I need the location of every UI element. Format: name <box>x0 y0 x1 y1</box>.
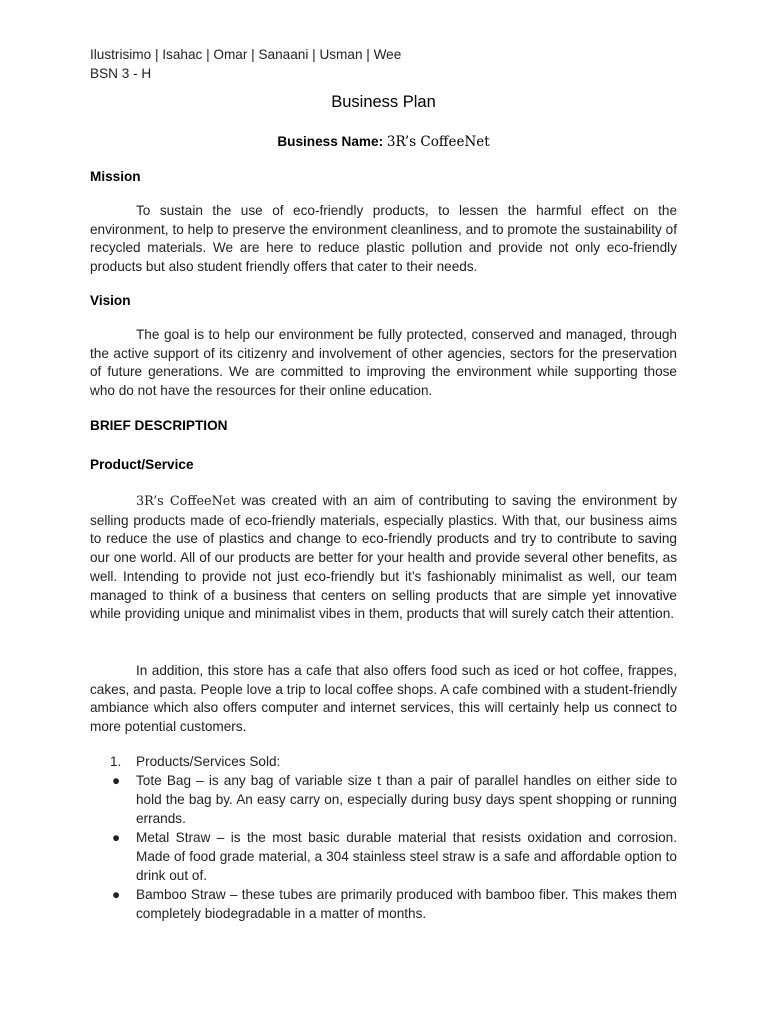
product-service-paragraph-1-text: was created with an aim of contributing to saving the environment by selling products made of eco-friendly materials, especially plastics. With that, our business aims to reduce the use of plastics and change to eco-friendly products and try to contribute to saving our one world. All of our products are better for your health and provide several other benefits, as well. Intending to provide not just eco-friendly but it’s fashionably minimalist as well, our team managed to think of a business that centers on selling products that are simple yet innovative while providing unique and minimalist vibes in them, products that will surely catch their attention. <box>90 493 677 622</box>
vision-text: The goal is to help our environment be fully protected, conserved and managed, through the active support of its citizenry and involvement of other agencies, sectors for the preservation of future generations. We are committed to improving the environment while supporting those who do not have the resources for their online education. <box>90 327 677 399</box>
product-service-paragraph-2: In addition, this store has a cafe that also offers food such as iced or hot coffee, frappes, cakes, and pasta. People love a trip to local coffee shops. A cafe combined with a student-friendly ambiance which also offers computer and internet services, this will certainly help us connect to more potential customers. <box>90 663 677 735</box>
mission-text: To sustain the use of eco-friendly products, to lessen the harmful effect on the environment, to help to preserve the environment cleanliness, and to promote the sustainability of recycled materials. We are here to reduce plastic pollution and provide not only eco-friendly products but also student friendly offers that cater to their needs. <box>90 203 677 275</box>
list-item-text: Tote Bag – is any bag of variable size t than a pair of parallel handles on either side to hold the bag by. An easy carry on, especially during busy days spent shopping or running errands. <box>136 773 677 826</box>
list-item-text: Products/Services Sold: <box>136 754 281 769</box>
vision-heading: Vision <box>90 293 131 308</box>
brief-description-heading: BRIEF DESCRIPTION <box>90 418 228 433</box>
section-line: BSN 3 - H <box>90 66 152 81</box>
list-number: 1. <box>110 754 122 769</box>
list-item <box>90 828 677 885</box>
list-item <box>90 752 677 771</box>
bullet-marker: ● <box>112 830 121 845</box>
document-title: Business Plan <box>331 93 436 111</box>
bullet-marker: ● <box>112 887 121 902</box>
product-service-paragraph-1 <box>90 492 677 624</box>
product-service-heading: Product/Service <box>90 457 194 472</box>
products-list <box>90 752 677 923</box>
list-item <box>90 885 677 923</box>
document-page <box>90 45 677 921</box>
mission-heading: Mission <box>90 169 141 184</box>
list-item <box>90 771 677 828</box>
list-item-text: Metal Straw – is the most basic durable material that resists oxidation and corrosion. Made of food grade material, a 304 stainless steel straw is a safe and affordable option to drink out of. <box>136 830 677 883</box>
business-name-value: 3R’s CoffeeNet <box>386 134 490 150</box>
list-item-text: Bamboo Straw – these tubes are primarily produced with bamboo fiber. This makes them completely biodegradable in a matter of months. <box>136 887 677 921</box>
bullet-marker: ● <box>112 773 121 788</box>
business-name-label: Business Name: <box>277 134 384 149</box>
business-name-inline: 3R’s CoffeeNet <box>136 494 236 509</box>
author-line: Ilustrisimo | Isahac | Omar | Sanaani | Usman | Wee <box>90 47 402 62</box>
business-name-line <box>90 134 677 150</box>
